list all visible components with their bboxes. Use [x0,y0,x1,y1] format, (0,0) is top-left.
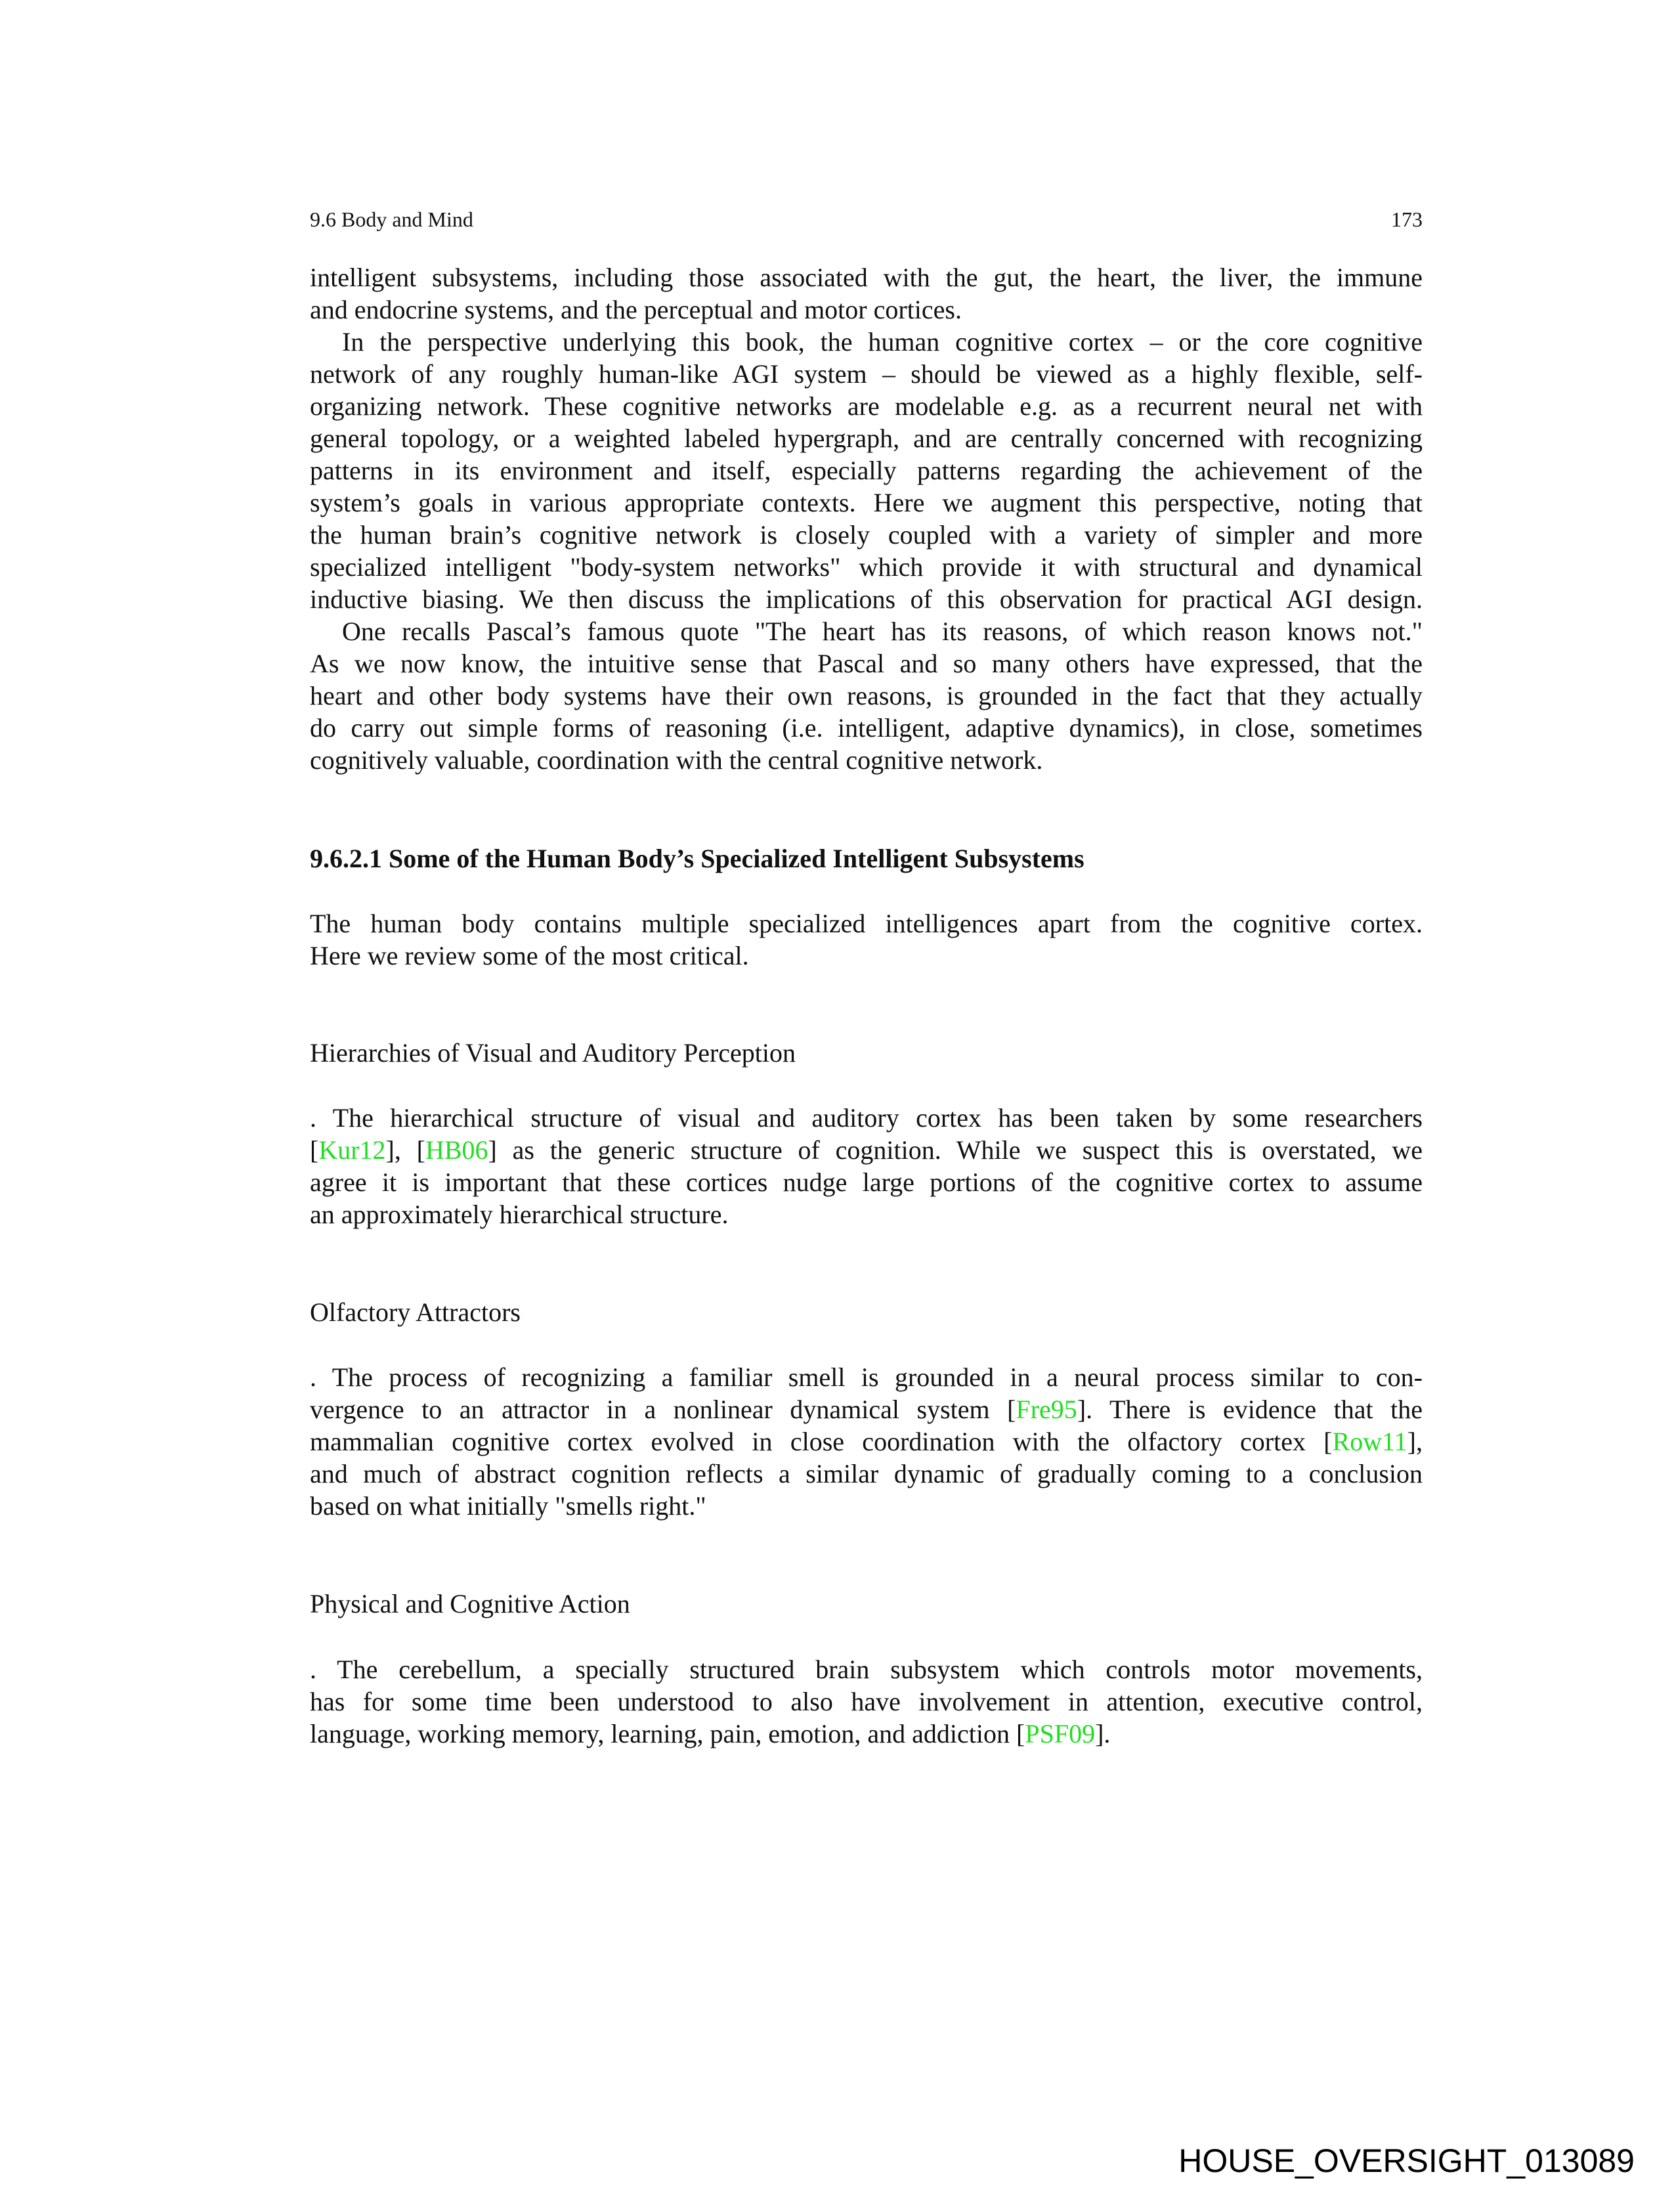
page-number: 173 [1391,207,1423,231]
text-line: agree it is important that these cortices nudge large portions of the cognitive cortex to assume [310,1167,1423,1197]
text-line: . The process of recognizing a familiar smell is grounded in a neural process similar to con- [310,1362,1423,1392]
paragraph [310,1102,1423,1230]
text: language, working memory, learning, pain, emotion, and addiction [ [310,1719,1025,1748]
text: [ [310,1135,319,1165]
text: vergence to an attractor in a nonlinear dynamical system [ [310,1395,1016,1424]
text-line: and endocrine systems, and the perceptual and motor cortices. [310,295,962,324]
paragraph [310,907,1423,972]
paragraph [310,261,1423,776]
text-line: heart and other body systems have their own reasons, is grounded in the fact that they actually [310,681,1423,710]
subsection-title: Physical and Cognitive Action [310,1589,630,1618]
text-line: specialized intelligent "body-system networks" which provide it with structural and dynamical [310,552,1423,582]
text-line [310,1425,1423,1458]
text-line [310,1393,1423,1425]
running-header-section: 9.6 Body and Mind [310,207,473,231]
paragraph [310,1361,1423,1522]
text-line: general topology, or a weighted labeled hypergraph, and are centrally concerned with recognizing [310,423,1423,453]
text-line: The human body contains multiple specialized intelligences apart from the cognitive cortex. [310,909,1423,938]
text: ]. [1095,1719,1111,1748]
text-line: an approximately hierarchical structure. [310,1200,729,1229]
text-line: cognitively valuable, coordination with the central cognitive network. [310,745,1043,775]
text: mammalian cognitive cortex evolved in close coordination with the olfactory cortex [ [310,1427,1333,1456]
text-line: . The cerebellum, a specially structured brain subsystem which controls motor movements, [310,1655,1423,1684]
text-line: intelligent subsystems, including those associated with the gut, the heart, the liver, the immune [310,263,1423,292]
text-line: network of any roughly human-like AGI system – should be viewed as a highly flexible, self- [310,359,1423,389]
text-line: In the perspective underlying this book, the human cognitive cortex – or the core cognitive [342,327,1423,357]
text-line: One recalls Pascal’s famous quote "The heart has its reasons, of which reason knows not." [342,617,1423,646]
text-line: based on what initially "smells right." [310,1491,706,1521]
text-line: . The hierarchical structure of visual and auditory cortex has been taken by some researchers [310,1103,1423,1133]
text: ] as the generic structure of cognition. While we suspect this is overstated, we [488,1135,1423,1165]
subsection-title: Olfactory Attractors [310,1297,521,1327]
section-heading: 9.6.2.1 Some of the Human Body’s Specialized Intelligent Subsystems [310,844,1084,873]
text: ], [1407,1427,1423,1456]
text-line: organizing network. These cognitive networks are modelable e.g. as a recurrent neural net with [310,391,1423,421]
citation-link[interactable]: HB06 [425,1135,488,1165]
citation-link[interactable]: PSF09 [1025,1719,1096,1748]
text-line: inductive biasing. We then discuss the implications of this observation for practical AGI design. [310,584,1423,614]
text-line: the human brain’s cognitive network is closely coupled with a variety of simpler and more [310,520,1423,550]
paragraph [310,1653,1423,1750]
citation-link[interactable]: Fre95 [1016,1395,1077,1424]
text-line: patterns in its environment and itself, especially patterns regarding the achievement of the [310,456,1423,485]
text-line: system’s goals in various appropriate contexts. Here we augment this perspective, noting that [310,488,1423,517]
text-line [310,1134,1423,1166]
subsection-title: Hierarchies of Visual and Auditory Perception [310,1038,796,1068]
document-id-stamp: HOUSE_OVERSIGHT_013089 [1178,2142,1635,2179]
text-line: has for some time been understood to also have involvement in attention, executive control, [310,1687,1423,1716]
text: ], [ [385,1135,425,1165]
text-line: As we now know, the intuitive sense that Pascal and so many others have expressed, that the [310,649,1423,678]
citation-link[interactable]: Kur12 [318,1135,386,1165]
text-line: do carry out simple forms of reasoning (i.e. intelligent, adaptive dynamics), in close, sometimes [310,713,1423,743]
citation-link[interactable]: Row11 [1332,1427,1407,1456]
text-line: Here we review some of the most critical. [310,941,749,970]
text-line [310,1718,1423,1750]
text: ]. There is evidence that the [1077,1395,1423,1424]
text-line: and much of abstract cognition reflects a similar dynamic of gradually coming to a conclusion [310,1459,1423,1488]
